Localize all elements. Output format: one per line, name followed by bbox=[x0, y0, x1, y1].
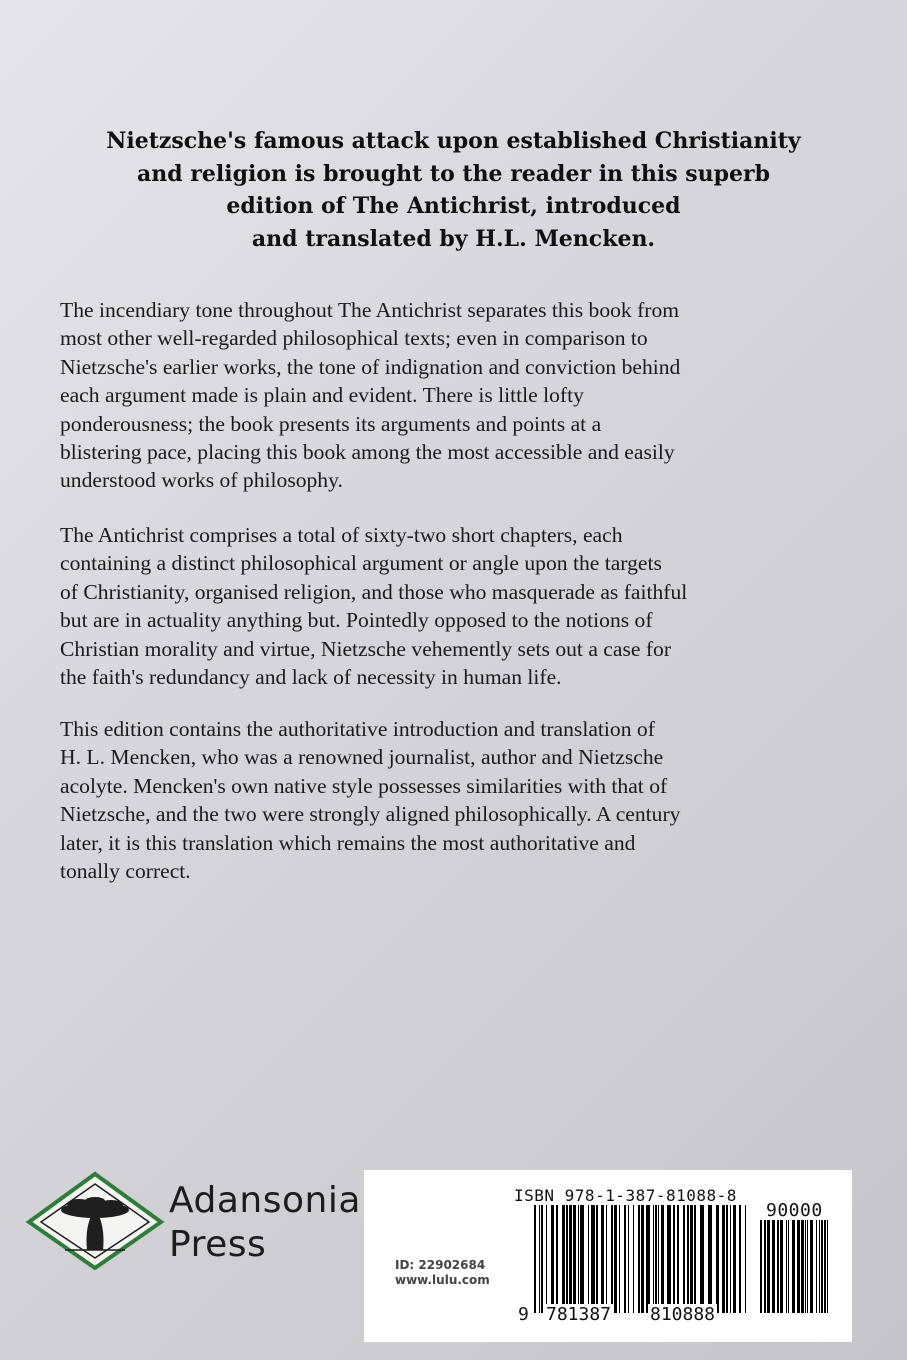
text-line: tonally correct. bbox=[60, 859, 191, 884]
barcode-digit-group-right: 810888 bbox=[650, 1304, 716, 1325]
barcode-bar bbox=[819, 1220, 820, 1313]
barcode-bar bbox=[667, 1205, 671, 1313]
barcode-bar bbox=[566, 1205, 568, 1313]
description-paragraph-1 bbox=[60, 296, 860, 495]
text-line: ponderousness; the book presents its arguments and points at a bbox=[60, 411, 602, 436]
barcode-bar bbox=[624, 1205, 626, 1313]
barcode-bar bbox=[641, 1205, 644, 1313]
barcode-bar bbox=[546, 1205, 547, 1313]
headline-line: Nietzsche's famous attack upon established Christianity bbox=[106, 128, 801, 154]
barcode-bar bbox=[591, 1205, 595, 1313]
barcode-bar bbox=[606, 1205, 607, 1313]
barcode-bar bbox=[539, 1205, 540, 1313]
barcode-bar bbox=[805, 1220, 806, 1313]
text-line: of Christianity, organised religion, and those who masquerade as faithful bbox=[60, 579, 688, 604]
barcode-bar bbox=[801, 1220, 804, 1313]
ean13-barcode bbox=[534, 1205, 748, 1313]
barcode-bar bbox=[677, 1205, 679, 1313]
price-addon-barcode bbox=[760, 1220, 832, 1313]
text-line: understood works of philosophy. bbox=[60, 468, 343, 493]
barcode-bar bbox=[619, 1205, 620, 1313]
barcode-bar bbox=[683, 1205, 685, 1313]
barcode-bar bbox=[580, 1205, 584, 1313]
barcode-bar bbox=[726, 1205, 728, 1313]
text-line: Christian morality and virtue, Nietzsche vehemently sets out a case for bbox=[60, 636, 672, 661]
barcode-bar bbox=[827, 1220, 828, 1313]
barcode-bar bbox=[673, 1205, 675, 1313]
text-line: blistering pace, placing this book among the most accessible and easily bbox=[60, 440, 675, 465]
text-line: The incendiary tone throughout The Antichrist separates this book from bbox=[60, 298, 680, 322]
barcode-bar bbox=[780, 1220, 783, 1313]
barcode-bar bbox=[824, 1220, 826, 1313]
barcode-bar bbox=[821, 1220, 823, 1313]
barcode-bar bbox=[614, 1205, 617, 1313]
headline-line: edition of The Antichrist, introduced bbox=[226, 193, 681, 219]
barcode-bar bbox=[797, 1220, 800, 1313]
barcode-bar bbox=[646, 1205, 650, 1313]
barcode-bar bbox=[745, 1205, 746, 1313]
text-line: most other well-regarded philosophical texts; even in comparison to bbox=[60, 326, 648, 351]
headline-line: and religion is brought to the reader in this superb bbox=[137, 160, 770, 187]
text-line: but are in actuality anything but. Pointedly opposed to the notions of bbox=[60, 608, 653, 633]
barcode-bar bbox=[551, 1205, 554, 1313]
barcode-bar bbox=[655, 1205, 657, 1313]
publisher-name-line2: Press bbox=[169, 1224, 267, 1265]
barcode-bar bbox=[611, 1205, 613, 1313]
lulu-id: ID: 22902684 bbox=[395, 1258, 486, 1272]
barcode-bar bbox=[562, 1205, 565, 1313]
text-line: This edition contains the authoritative introduction and translation of bbox=[60, 717, 655, 741]
publisher-name-line1: Adansonia bbox=[169, 1180, 361, 1221]
isbn-label: ISBN 978-1-387-81088-8 bbox=[514, 1186, 737, 1205]
barcode-bar bbox=[690, 1205, 693, 1313]
barcode-bar bbox=[638, 1205, 640, 1313]
headline-line: and translated by H.L. Mencken. bbox=[251, 225, 656, 252]
barcode-bar bbox=[792, 1220, 795, 1313]
barcode-bar bbox=[786, 1220, 787, 1313]
barcode-bar bbox=[772, 1220, 775, 1313]
barcode-bar bbox=[700, 1205, 704, 1313]
barcode-bar bbox=[633, 1205, 634, 1313]
barcode-bar bbox=[534, 1205, 536, 1313]
barcode-bar bbox=[541, 1205, 543, 1313]
barcode-bar bbox=[578, 1205, 579, 1313]
text-line: later, it is this translation which remains the most authoritative and bbox=[60, 830, 636, 855]
barcode-bar bbox=[588, 1205, 589, 1313]
text-line: Nietzsche's earlier works, the tone of indignation and conviction behind bbox=[60, 354, 681, 379]
isbn-barcode-block bbox=[364, 1170, 852, 1342]
barcode-bar bbox=[708, 1205, 712, 1313]
baobab-tree-icon bbox=[25, 1170, 165, 1270]
lulu-url: www.lulu.com bbox=[395, 1273, 490, 1287]
barcode-first-digit: 9 bbox=[518, 1304, 529, 1325]
barcode-bar bbox=[767, 1220, 770, 1313]
text-line: each argument made is plain and evident. There is little lofty bbox=[60, 383, 584, 408]
text-line: acolyte. Mencken's own native style possesses similarities with that of bbox=[60, 773, 668, 798]
description-paragraph-2 bbox=[60, 521, 860, 691]
price-code: 90000 bbox=[766, 1200, 823, 1221]
barcode-bar bbox=[653, 1205, 654, 1313]
description-paragraph-3 bbox=[60, 715, 860, 885]
barcode-bar bbox=[807, 1220, 808, 1313]
barcode-bar bbox=[733, 1205, 736, 1313]
barcode-bar bbox=[722, 1205, 725, 1313]
text-line: H. L. Mencken, who was a renowned journalist, author and Nietzsche bbox=[60, 745, 664, 770]
barcode-bar bbox=[816, 1220, 817, 1313]
barcode-bar bbox=[730, 1205, 731, 1313]
barcode-bar bbox=[777, 1220, 779, 1313]
barcode-bar bbox=[687, 1205, 689, 1313]
barcode-bar bbox=[596, 1205, 598, 1313]
barcode-bar bbox=[628, 1205, 629, 1313]
barcode-bar bbox=[760, 1220, 762, 1313]
barcode-bar bbox=[764, 1220, 766, 1313]
barcode-bar bbox=[739, 1205, 741, 1313]
barcode-bar bbox=[573, 1205, 576, 1313]
barcode-bar bbox=[788, 1220, 789, 1313]
publisher-logo bbox=[25, 1170, 361, 1270]
barcode-bar bbox=[694, 1205, 696, 1313]
barcode-bar bbox=[569, 1205, 572, 1313]
text-line: Nietzsche, and the two were strongly aligned philosophically. A century bbox=[60, 802, 681, 827]
barcode-bar bbox=[661, 1205, 664, 1313]
barcode-bar bbox=[601, 1205, 604, 1313]
barcode-bar bbox=[658, 1205, 659, 1313]
text-line: the faith's redundancy and lack of necessity in human life. bbox=[60, 665, 562, 690]
barcode-digit-group-left: 781387 bbox=[546, 1304, 612, 1325]
text-line: containing a distinct philosophical argument or angle upon the targets bbox=[60, 551, 662, 576]
text-line: The Antichrist comprises a total of sixty-two short chapters, each bbox=[60, 523, 623, 547]
barcode-bar bbox=[556, 1205, 558, 1313]
headline-blurb bbox=[40, 125, 867, 255]
barcode-bar bbox=[810, 1220, 813, 1313]
barcode-bar bbox=[716, 1205, 719, 1313]
